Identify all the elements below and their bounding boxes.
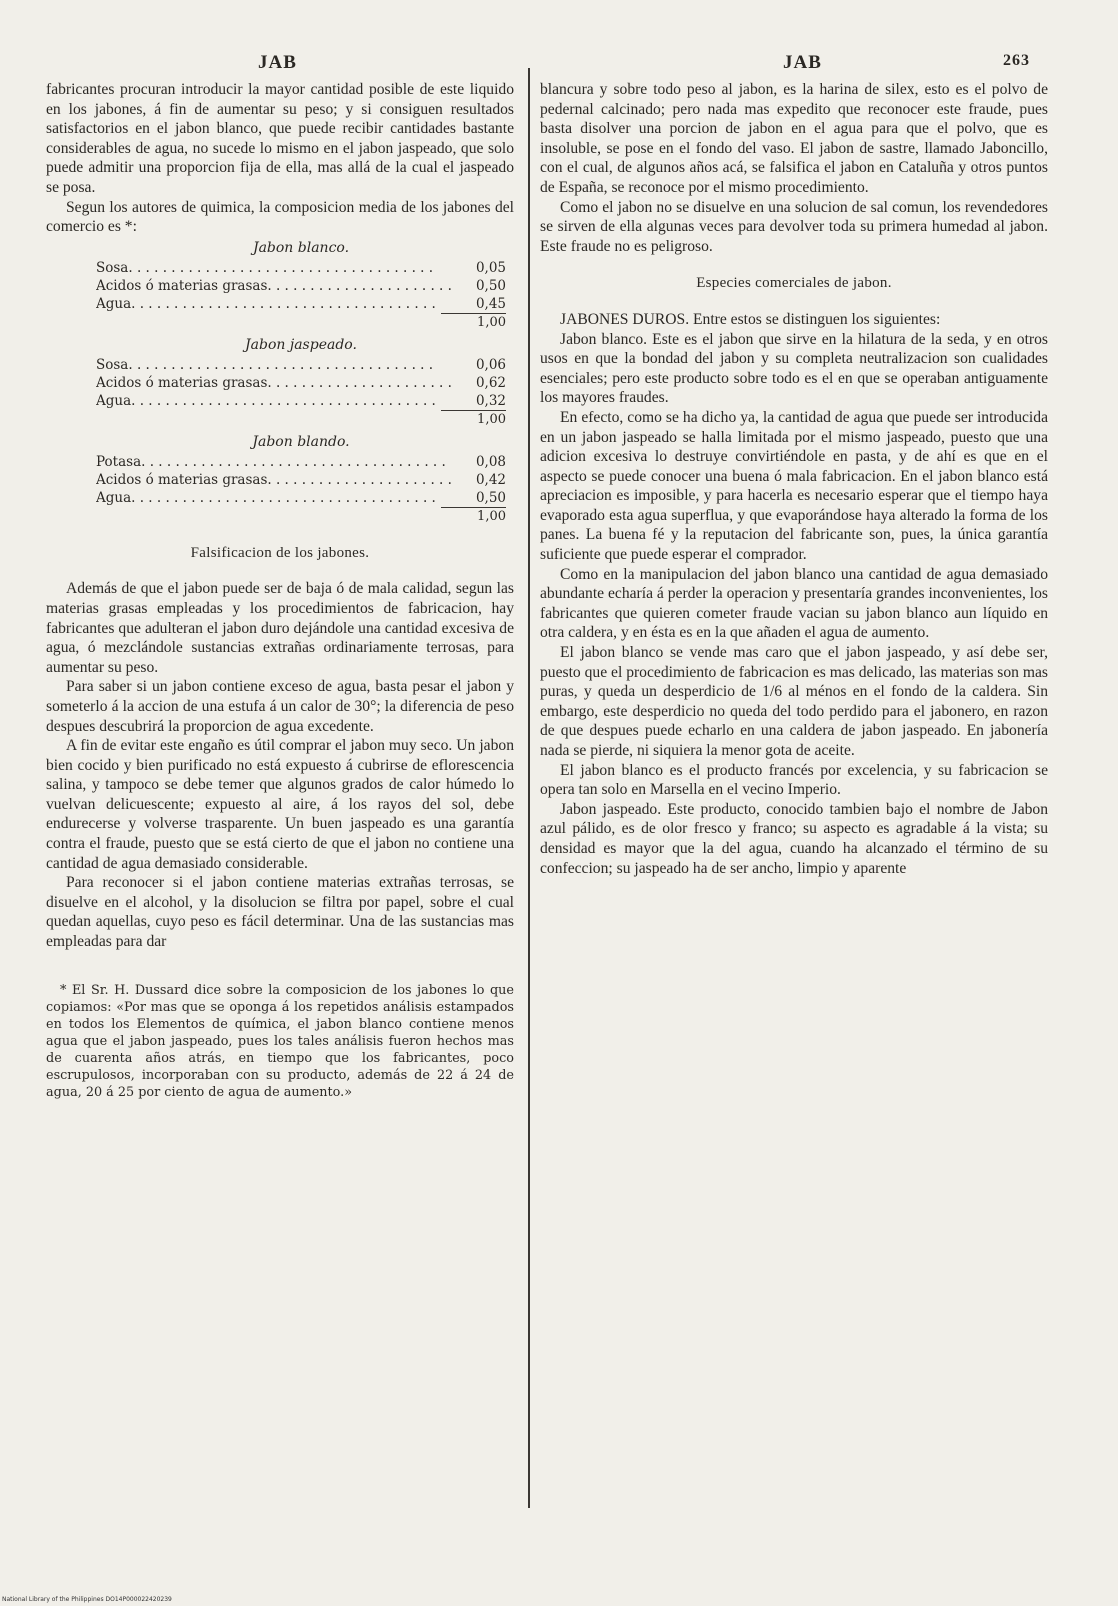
total-value: 1,00 xyxy=(477,508,506,524)
row-value: 0,05 xyxy=(475,259,506,276)
composition-table-blando xyxy=(96,433,506,526)
paragraph: Además de que el jabon puede ser de baja ó de mala calidad, segun las materias grasas empleadas y los procedimientos de fabricacion, hay fabricantes que adulteran el jabon duro dejándole una cantidad excesiva de agua, ó mezclándole sustancias extrañas ordinariamente terrosas, para aumentar su peso. xyxy=(46,580,514,676)
paragraph: El jabon blanco se vende mas caro que el jabon jaspeado, y así debe ser, puesto que el procedimiento de fabricacion es mas delicado, las materias son mas puras, y queda un desperdicio de 1/6 al ménos en el fondo de la caldera. Sin embargo, este desperdicio no queda del todo perdido para el jabonero, en razon de que despues puede echarlo en una caldera de jabon jaspeado. En jabonería nada se pierde, ni siquiera la menor gota de aceite. xyxy=(540,644,1048,759)
table-total xyxy=(96,508,506,526)
row-name: Acidos ó materias grasas. . . . xyxy=(96,471,451,489)
row-name: Agua. . . . xyxy=(96,489,451,507)
row-name: Sosa. . . . xyxy=(96,356,451,374)
composition-table-jaspeado xyxy=(96,336,506,429)
paragraph: Para saber si un jabon contiene exceso de agua, basta pesar el jabon y someterlo á la accion de una estufa á un calor de 30°; la diferencia de peso despues descubrirá la proporcion de agua excedente. xyxy=(46,678,514,735)
page-number: 263 xyxy=(1003,52,1030,69)
paragraph: El jabon blanco es el producto francés por excelencia, y su fabricacion se opera tan solo en Marsella en el vecino Imperio. xyxy=(540,761,1048,799)
scan-credit: National Library of the Philippines DO14P000022420239 xyxy=(2,1596,172,1603)
right-column xyxy=(540,80,1048,878)
table-row xyxy=(96,471,506,489)
header-left-word: JAB xyxy=(258,52,297,73)
row-name: Agua. . . . xyxy=(96,295,451,313)
paragraph: JABONES DUROS. Entre estos se distinguen los siguientes: xyxy=(560,310,941,328)
paragraph: Para reconocer si el jabon contiene materias extrañas terrosas, se disuelve en el alcohol, y la disolucion se filtra por papel, sobre el cual quedan aquellas, cuyo peso es fácil determinar. Una de las sustancias mas empleadas para dar xyxy=(46,874,514,951)
table-title: Jabon blanco. xyxy=(252,239,350,256)
row-value: 0,08 xyxy=(475,453,506,470)
section-heading: Especies comerciales de jabon. xyxy=(696,275,892,292)
row-name: Acidos ó materias grasas. . . . xyxy=(96,374,451,392)
row-value: 0,45 xyxy=(475,295,506,312)
table-row xyxy=(96,277,506,295)
row-name: Potasa. . . . xyxy=(96,453,451,471)
row-name: Sosa. . . . xyxy=(96,259,451,277)
total-value: 1,00 xyxy=(477,411,506,427)
row-name: Agua. . . . xyxy=(96,392,451,410)
paragraph: En efecto, como se ha dicho ya, la cantidad de agua que puede ser introducida en un jabon jaspeado se halla limitada por el mismo jaspeado, puesto que una adicion excesiva lo destruye convirtiéndole en pasta, y de ahí es que en el aspecto se puede conocer una buena ó mala fabricacion. En el jabon blanco está apreciacion es imposible, y para hacerla es necesario esperar que el tiempo haya evaporado esta agua superflua, y que evaporándose haya alterado la forma de los panes. La buena fé y la reputacion del fabricante son, pues, la única garantía suficiente que puede esperar el comprador. xyxy=(540,408,1048,564)
table-row xyxy=(96,295,506,313)
table-row xyxy=(96,453,506,471)
row-value: 0,50 xyxy=(475,277,506,294)
composition-table-blanco xyxy=(96,239,506,332)
paragraph: Jabon jaspeado. Este producto, conocido tambien bajo el nombre de Jabon azul pálido, es de olor fresco y franco; su aspecto es agradable á la vista; su densidad es mayor que la del agua, cuando ha alcanzado el término de su confeccion; su jaspeado ha de ser ancho, limpio y aparente xyxy=(540,800,1048,877)
row-value: 0,32 xyxy=(475,392,506,409)
row-name: Acidos ó materias grasas. . . . xyxy=(96,277,451,295)
paragraph: Como en la manipulacion del jabon blanco una cantidad de agua demasiado abundante echaría á perder la operacion y presentaría grandes inconvenientes, los fabricantes que quieren cometer fraude vacian su jabon blanco aun líquido en otra caldera, y en ésta es en la que añaden el agua de aumento. xyxy=(540,565,1048,642)
paragraph: Segun los autores de quimica, la composicion media de los jabones del comercio es *: xyxy=(46,198,514,236)
footnote xyxy=(46,982,514,1101)
column-divider xyxy=(528,68,530,1508)
table-total xyxy=(96,314,506,332)
table-row xyxy=(96,489,506,507)
paragraph: fabricantes procuran introducir la mayor cantidad posible de este liquido en los jabones, á fin de aumentar su peso; y si consiguen resultados satisfactorios en el jabon blanco, que puede recibir cantidades bastante considerables de agua, no sucede lo mismo en el jabon jaspeado, que solo puede admitir una proporcion fija de ella, mas allá de la cual el jaspeado se posa. xyxy=(46,81,514,196)
paragraph: Jabon blanco. Este es el jabon que sirve en la hilatura de la seda, y en otros usos en que la bondad del jabon y su completa neutralizacion son cualidades esenciales; pero este producto sobre todo es el en que se operaban antiguamente los mayores fraudes. xyxy=(540,330,1048,407)
row-value: 0,42 xyxy=(475,471,506,488)
table-row xyxy=(96,392,506,410)
table-total xyxy=(96,411,506,429)
table-row xyxy=(96,259,506,277)
left-column xyxy=(46,80,514,1101)
table-title: Jabon jaspeado. xyxy=(245,336,357,353)
table-title: Jabon blando. xyxy=(252,433,350,450)
running-header xyxy=(0,52,1118,78)
table-row xyxy=(96,374,506,392)
footnote-text: * El Sr. H. Dussard dice sobre la composicion de los jabones lo que copiamos: «Por mas que se oponga á los repetidos análisis estampados en todos los Elementos de química, el jabon blanco contiene menos agua que el jabon jaspeado, pues los tales análisis fueron hechos mas de cuarenta años atrás, en tiempo que los fabricantes, poco escrupulosos, incorporaban con su producto, además de 22 á 24 de agua, 20 á 25 por ciento de agua de aumento.» xyxy=(46,982,514,1100)
total-value: 1,00 xyxy=(477,314,506,330)
row-value: 0,62 xyxy=(475,374,506,391)
header-right-word: JAB xyxy=(783,52,822,73)
row-value: 0,50 xyxy=(475,489,506,506)
paragraph: A fin de evitar este engaño es útil comprar el jabon muy seco. Un jabon bien cocido y bien purificado no está expuesto á cubrirse de eflorescencia salina, y tampoco se debe temer que algunos grados de calor húmedo lo vuelvan delicuescente; expuesto al aire, á los rayos del sol, debe endurecerse y volverse trasparente. Un buen jaspeado es una garantía contra el fraude, puesto que se está cierto de que el jabon no contiene una cantidad de agua demasiado considerable. xyxy=(46,737,514,872)
paragraph: Como el jabon no se disuelve en una solucion de sal comun, los revendedores se sirven de ella algunas veces para devolver toda su primera humedad al jabon. Este fraude no es peligroso. xyxy=(540,198,1048,255)
section-heading: Falsificacion de los jabones. xyxy=(190,544,370,561)
row-value: 0,06 xyxy=(475,356,506,373)
table-row xyxy=(96,356,506,374)
paragraph: blancura y sobre todo peso al jabon, es la harina de silex, esto es el polvo de pedernal calcinado; pero nada mas expedito que reconocer este fraude, pues basta disolver una porcion de jabon en el agua para que el polvo, que es insoluble, se pose en el fondo del vaso. El jabon de sastre, llamado Jaboncillo, con el cual, de algunos años acá, se falsifica el jabon en Cataluña y otros puntos de España, se reconoce por el mismo procedimiento. xyxy=(540,81,1048,196)
